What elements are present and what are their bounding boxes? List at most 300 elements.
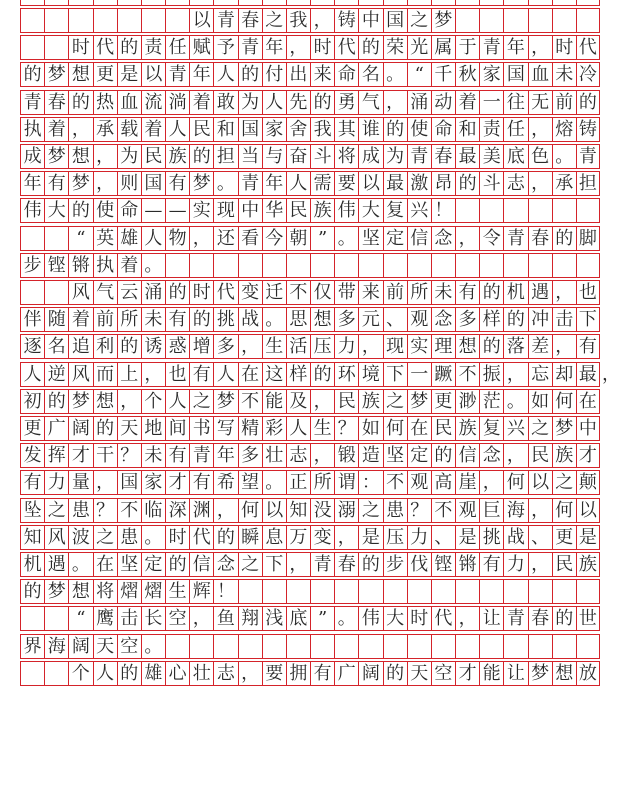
grid-cell	[286, 580, 310, 603]
grid-cell: 色	[528, 145, 552, 168]
grid-cell: 梦	[431, 9, 455, 32]
grid-cell: 的	[310, 91, 334, 114]
grid-cell	[576, 199, 600, 222]
grid-cell: 族	[455, 417, 479, 440]
grid-cell: 的	[552, 227, 576, 250]
grid-cell: 梦	[189, 172, 213, 195]
grid-cell: 梦	[552, 417, 576, 440]
grid-cell: 有	[310, 662, 334, 685]
grid-cell: 人	[286, 417, 310, 440]
grid-cell	[189, 254, 213, 277]
grid-cell	[552, 0, 576, 5]
grid-cell	[189, 0, 213, 5]
grid-cell: 有	[189, 363, 213, 386]
grid-cell	[165, 635, 189, 658]
grid-cell: 压	[310, 335, 334, 358]
grid-cell: 舍	[286, 118, 310, 141]
grid-cell	[20, 227, 44, 250]
grid-cell: ，	[358, 335, 382, 358]
grid-cell: 敢	[213, 91, 237, 114]
grid-cell	[576, 254, 600, 277]
grid-cell	[238, 635, 262, 658]
grid-cell	[286, 254, 310, 277]
grid-cell	[165, 254, 189, 277]
grid-cell: 命	[117, 199, 141, 222]
grid-cell: 坚	[383, 444, 407, 467]
grid-cell: 于	[455, 36, 479, 59]
grid-cell: 击	[117, 607, 141, 630]
grid-cell	[455, 254, 479, 277]
grid-cell: 国	[141, 172, 165, 195]
grid-cell: 时	[552, 36, 576, 59]
grid-cell: 秋	[455, 63, 479, 86]
grid-cell: 的	[165, 553, 189, 576]
grid-cell: 责	[141, 36, 165, 59]
grid-cell: 大	[44, 199, 68, 222]
grid-cell: 诱	[141, 335, 165, 358]
grid-cell	[93, 9, 117, 32]
grid-cell: 时	[310, 36, 334, 59]
grid-cell: 民	[552, 553, 576, 576]
grid-cell: 之	[528, 417, 552, 440]
grid-cell	[44, 607, 68, 630]
grid-cell: 奋	[286, 145, 310, 168]
grid-cell: 辉	[189, 580, 213, 603]
grid-cell	[310, 254, 334, 277]
grid-cell: 随	[44, 308, 68, 331]
grid-cell	[358, 254, 382, 277]
grid-cell: ？	[117, 444, 141, 467]
grid-cell	[455, 635, 479, 658]
grid-cell: 有	[165, 172, 189, 195]
grid-cell: 挑	[479, 526, 503, 549]
grid-cell	[552, 254, 576, 277]
grid-cell: 。	[262, 471, 286, 494]
grid-cell: 书	[189, 417, 213, 440]
grid-cell: 风	[68, 363, 92, 386]
grid-cell: 命	[334, 63, 358, 86]
grid-cell: 想	[310, 308, 334, 331]
grid-cell: 我	[310, 118, 334, 141]
grid-cell: 惑	[165, 335, 189, 358]
grid-cell: 所	[310, 471, 334, 494]
grid-cell: 之	[358, 499, 382, 522]
grid-cell: 热	[93, 91, 117, 114]
grid-cell: 国	[238, 118, 262, 141]
grid-cell: 则	[117, 172, 141, 195]
grid-cell: 定	[141, 553, 165, 576]
essay-text-row	[20, 62, 600, 87]
grid-cell: 的	[479, 281, 503, 304]
grid-cell: 振	[479, 363, 503, 386]
grid-cell: 时	[68, 36, 92, 59]
grid-cell	[334, 580, 358, 603]
grid-cell: 空	[117, 635, 141, 658]
grid-cell: 让	[503, 662, 527, 685]
grid-cell	[310, 0, 334, 5]
grid-cell: 蹶	[431, 363, 455, 386]
grid-cell: “	[68, 227, 92, 250]
grid-cell: 中	[358, 9, 382, 32]
grid-cell: ，	[286, 553, 310, 576]
grid-cell: 青	[165, 63, 189, 86]
grid-cell: 海	[44, 635, 68, 658]
grid-cell: 有	[20, 471, 44, 494]
grid-cell: 着	[68, 308, 92, 331]
essay-text-row	[20, 443, 600, 468]
grid-cell: 才	[576, 444, 600, 467]
grid-cell: 发	[20, 444, 44, 467]
grid-cell: 阔	[68, 635, 92, 658]
grid-cell: 实	[407, 335, 431, 358]
grid-cell	[68, 9, 92, 32]
grid-cell: 。	[503, 390, 527, 413]
grid-cell: 英	[93, 227, 117, 250]
grid-cell	[552, 635, 576, 658]
grid-cell: 之	[189, 390, 213, 413]
grid-cell: 坚	[358, 227, 382, 250]
grid-cell: 年	[213, 444, 237, 467]
grid-cell: 让	[479, 607, 503, 630]
grid-cell: 遇	[44, 553, 68, 576]
grid-cell: 实	[189, 199, 213, 222]
grid-cell	[503, 635, 527, 658]
grid-cell	[431, 635, 455, 658]
grid-cell: 是	[358, 526, 382, 549]
grid-cell: 铿	[44, 254, 68, 277]
grid-cell: 海	[503, 499, 527, 522]
grid-cell: 朝	[286, 227, 310, 250]
grid-cell: 之	[238, 553, 262, 576]
grid-cell: 铸	[334, 9, 358, 32]
grid-cell: 想	[93, 390, 117, 413]
grid-cell: 志	[503, 172, 527, 195]
grid-cell: 。	[141, 254, 165, 277]
grid-cell: 正	[286, 471, 310, 494]
grid-cell: 的	[238, 63, 262, 86]
grid-cell: ，	[117, 390, 141, 413]
grid-cell: 铿	[431, 553, 455, 576]
grid-cell: 元	[358, 308, 382, 331]
grid-cell: 之	[44, 499, 68, 522]
grid-cell: 有	[479, 553, 503, 576]
grid-cell: 精	[238, 417, 262, 440]
grid-cell: 。	[141, 635, 165, 658]
grid-cell	[407, 254, 431, 277]
grid-cell: 才	[68, 444, 92, 467]
grid-cell: 。	[383, 63, 407, 86]
grid-cell: 大	[358, 199, 382, 222]
grid-cell: 更	[20, 417, 44, 440]
grid-cell	[262, 635, 286, 658]
grid-cell: 着	[117, 254, 141, 277]
essay-text-row	[20, 307, 600, 332]
grid-cell: 知	[286, 499, 310, 522]
grid-cell: 阔	[68, 417, 92, 440]
grid-cell: 将	[93, 580, 117, 603]
grid-cell	[334, 635, 358, 658]
grid-cell: 底	[286, 607, 310, 630]
grid-cell	[310, 580, 334, 603]
grid-cell: 以	[358, 172, 382, 195]
grid-cell	[479, 199, 503, 222]
grid-cell: 时	[407, 607, 431, 630]
grid-cell	[262, 0, 286, 5]
grid-cell: 有	[44, 172, 68, 195]
grid-cell: 的	[552, 607, 576, 630]
grid-cell: 任	[165, 36, 189, 59]
grid-cell: 青	[576, 145, 600, 168]
grid-cell	[576, 635, 600, 658]
grid-cell: 成	[20, 145, 44, 168]
grid-cell: 干	[93, 444, 117, 467]
grid-cell	[431, 254, 455, 277]
grid-cell	[407, 635, 431, 658]
grid-cell: 执	[20, 118, 44, 141]
essay-text-row	[20, 362, 600, 387]
grid-cell: ，	[189, 227, 213, 250]
grid-cell: 念	[431, 308, 455, 331]
grid-cell	[44, 9, 68, 32]
grid-cell: 、	[431, 526, 455, 549]
grid-cell: 载	[117, 118, 141, 141]
grid-cell: 志	[213, 662, 237, 685]
grid-cell: 变	[310, 526, 334, 549]
grid-cell: 能	[262, 390, 286, 413]
grid-cell: 这	[262, 363, 286, 386]
grid-cell: ，	[503, 444, 527, 467]
grid-cell: 最	[383, 172, 407, 195]
grid-cell	[286, 635, 310, 658]
essay-text-row	[20, 552, 600, 577]
grid-cell: 青	[479, 36, 503, 59]
grid-cell: 伟	[20, 199, 44, 222]
grid-cell: 。	[334, 227, 358, 250]
grid-cell: 也	[165, 363, 189, 386]
grid-cell	[238, 0, 262, 5]
grid-cell: 长	[141, 607, 165, 630]
grid-cell: 逆	[44, 363, 68, 386]
grid-cell: 界	[20, 635, 44, 658]
grid-cell: 最	[455, 145, 479, 168]
grid-cell: 赋	[189, 36, 213, 59]
grid-cell: 着	[141, 118, 165, 141]
grid-cell: 放	[576, 662, 600, 685]
grid-cell: 民	[286, 199, 310, 222]
grid-cell: 壮	[262, 444, 286, 467]
grid-cell	[528, 635, 552, 658]
grid-cell: 青	[213, 9, 237, 32]
grid-cell	[479, 0, 503, 5]
grid-cell: 云	[117, 281, 141, 304]
grid-cell: 却	[552, 363, 576, 386]
grid-cell: 压	[383, 526, 407, 549]
grid-cell: 脚	[576, 227, 600, 250]
grid-cell: ，	[503, 363, 527, 386]
grid-cell: 斗	[479, 172, 503, 195]
grid-cell: 力	[334, 335, 358, 358]
grid-cell: 有	[165, 444, 189, 467]
grid-cell: ，	[528, 172, 552, 195]
grid-cell: ”	[310, 607, 334, 630]
essay-text-row	[20, 470, 600, 495]
grid-cell: 个	[68, 662, 92, 685]
grid-cell: 上	[117, 363, 141, 386]
grid-cell: 是	[455, 526, 479, 549]
grid-cell: 的	[479, 335, 503, 358]
essay-title-row	[20, 8, 600, 33]
grid-cell: 在	[576, 390, 600, 413]
grid-cell: 青	[503, 227, 527, 250]
grid-cell	[310, 635, 334, 658]
grid-cell: 坠	[20, 499, 44, 522]
grid-cell: ！	[431, 199, 455, 222]
grid-cell: 使	[93, 199, 117, 222]
grid-cell: 年	[20, 172, 44, 195]
grid-cell	[552, 9, 576, 32]
grid-cell	[503, 199, 527, 222]
grid-cell: 责	[479, 118, 503, 141]
grid-cell: 。	[68, 553, 92, 576]
essay-text-row	[20, 389, 600, 414]
grid-cell: 茫	[479, 390, 503, 413]
grid-cell: 和	[455, 118, 479, 141]
grid-cell: 的	[383, 118, 407, 141]
grid-cell: ，	[455, 607, 479, 630]
grid-cell: 春	[238, 9, 262, 32]
grid-cell	[358, 635, 382, 658]
grid-cell: 梦	[44, 145, 68, 168]
grid-cell: 将	[334, 145, 358, 168]
grid-cell: 有	[165, 308, 189, 331]
grid-cell: 的	[117, 662, 141, 685]
grid-cell: ，	[93, 145, 117, 168]
grid-cell: 观	[407, 308, 431, 331]
essay-text-row	[20, 280, 600, 305]
grid-cell: 力	[44, 471, 68, 494]
grid-cell	[213, 254, 237, 277]
grid-cell	[286, 0, 310, 5]
grid-cell: 战	[503, 526, 527, 549]
grid-cell: 。	[552, 145, 576, 168]
grid-cell	[44, 227, 68, 250]
grid-cell: 挥	[44, 444, 68, 467]
grid-cell: 的	[68, 199, 92, 222]
grid-cell: 渺	[455, 390, 479, 413]
grid-cell: —	[141, 199, 165, 222]
grid-cell: 何	[503, 471, 527, 494]
grid-cell: 彩	[262, 417, 286, 440]
grid-cell	[213, 0, 237, 5]
grid-cell	[238, 254, 262, 277]
essay-text-row	[20, 579, 600, 604]
grid-cell: 需	[310, 172, 334, 195]
grid-cell: 使	[407, 118, 431, 141]
essay-text-row	[20, 253, 600, 278]
grid-cell: 之	[407, 9, 431, 32]
grid-cell	[552, 199, 576, 222]
grid-cell: 以	[528, 471, 552, 494]
grid-cell: “	[407, 63, 431, 86]
grid-cell: 名	[44, 335, 68, 358]
grid-cell: ？	[407, 499, 431, 522]
grid-cell: 所	[117, 308, 141, 331]
grid-cell	[238, 580, 262, 603]
grid-cell	[576, 0, 600, 5]
grid-cell: 利	[93, 335, 117, 358]
grid-cell: 复	[383, 199, 407, 222]
grid-cell: 雄	[141, 662, 165, 685]
grid-cell	[528, 580, 552, 603]
grid-cell: 执	[93, 254, 117, 277]
grid-cell	[117, 9, 141, 32]
grid-cell: 中	[238, 199, 262, 222]
grid-cell: 兴	[503, 417, 527, 440]
grid-cell: 患	[383, 499, 407, 522]
grid-cell: 其	[334, 118, 358, 141]
grid-cell: 境	[358, 363, 382, 386]
grid-cell: 未	[141, 308, 165, 331]
grid-cell: 在	[238, 363, 262, 386]
grid-cell: 遇	[528, 281, 552, 304]
grid-cell: 民	[528, 444, 552, 467]
grid-cell: 想	[552, 662, 576, 685]
grid-cell	[20, 9, 44, 32]
grid-cell: 更	[93, 63, 117, 86]
grid-cell: 雄	[117, 227, 141, 250]
grid-cell: 信	[455, 444, 479, 467]
grid-cell: 担	[576, 172, 600, 195]
grid-cell: 多	[213, 335, 237, 358]
grid-cell: 家	[262, 118, 286, 141]
grid-cell: 伟	[358, 607, 382, 630]
grid-cell: 梦	[44, 63, 68, 86]
margin-comma: ，	[602, 364, 620, 385]
grid-cell: ，	[310, 390, 334, 413]
grid-cell: 担	[213, 145, 237, 168]
grid-cell: 成	[358, 145, 382, 168]
grid-cell: 念	[431, 227, 455, 250]
grid-cell: 溺	[334, 499, 358, 522]
essay-text-row	[20, 334, 600, 359]
essay-text-row	[20, 117, 600, 142]
grid-cell: 看	[238, 227, 262, 250]
grid-cell: 瞬	[238, 526, 262, 549]
grid-cell: 造	[358, 444, 382, 467]
grid-cell	[479, 635, 503, 658]
grid-cell: 风	[68, 281, 92, 304]
grid-cell: 不	[117, 499, 141, 522]
grid-cell	[141, 9, 165, 32]
grid-cell: 来	[358, 281, 382, 304]
grid-cell: 我	[286, 9, 310, 32]
grid-cell: 血	[117, 91, 141, 114]
grid-cell: 代	[213, 281, 237, 304]
grid-cell: 的	[165, 281, 189, 304]
essay-text-row	[20, 144, 600, 169]
grid-cell: 前	[93, 308, 117, 331]
essay-text-row	[20, 525, 600, 550]
grid-cell: 个	[141, 390, 165, 413]
grid-cell: 春	[334, 553, 358, 576]
grid-cell: 环	[334, 363, 358, 386]
grid-cell: 熠	[117, 580, 141, 603]
grid-cell: 下	[262, 553, 286, 576]
grid-cell: 为	[383, 145, 407, 168]
grid-cell: 涌	[407, 91, 431, 114]
grid-cell: 下	[383, 363, 407, 386]
grid-cell: 如	[358, 417, 382, 440]
